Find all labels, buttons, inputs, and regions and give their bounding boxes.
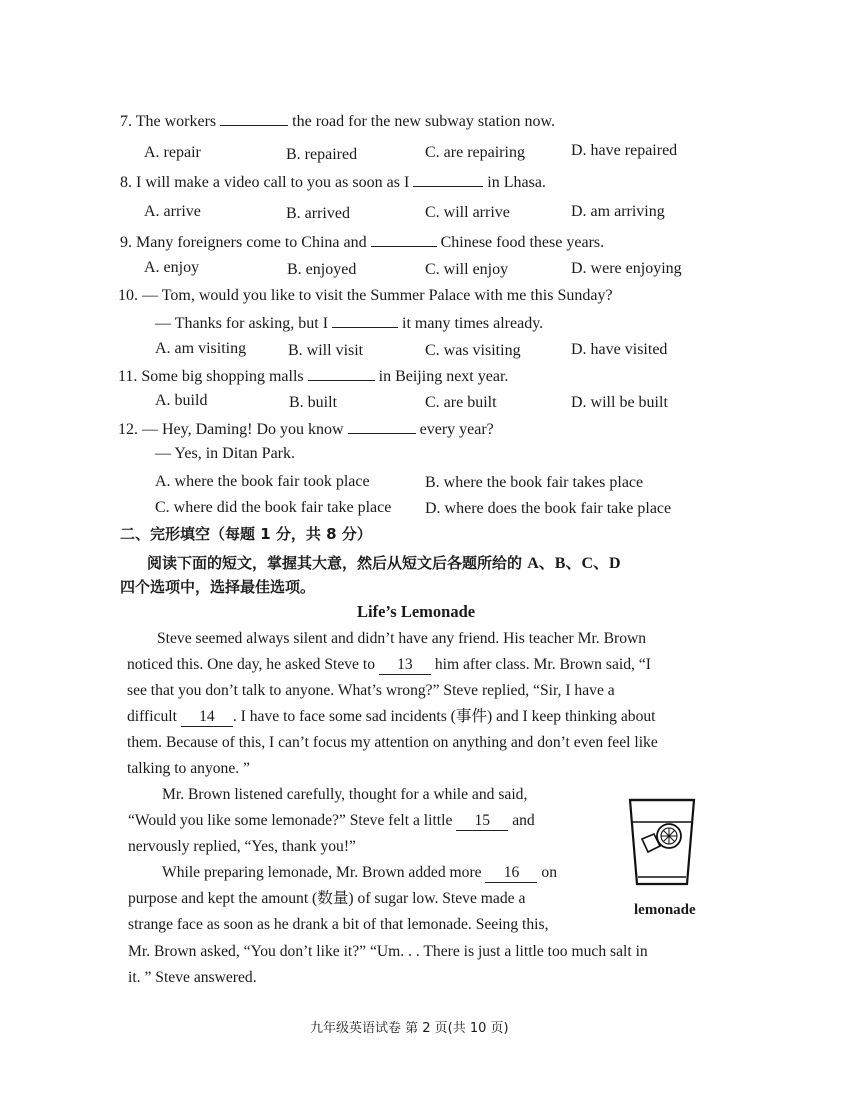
- question-number: 7.: [120, 113, 132, 130]
- lemonade-glass-illustration: [624, 794, 700, 890]
- passage-line: it. ” Steve answered.: [128, 969, 257, 986]
- image-caption: lemonade: [634, 902, 696, 918]
- option-a: A. repair: [144, 144, 201, 161]
- passage-title: Life’s Lemonade: [357, 602, 476, 621]
- option-c: C. will arrive: [425, 204, 510, 221]
- passage-text: While preparing lemonade, Mr. Brown added more: [162, 864, 482, 881]
- lemon-slice-icon: [657, 824, 681, 848]
- question-text: in Beijing next year.: [378, 368, 509, 385]
- section-heading: 二、完形填空（每题 1 分，共 8 分）: [120, 525, 372, 543]
- passage-text: and: [512, 812, 535, 829]
- option-d: D. have repaired: [571, 142, 678, 159]
- question-number: 10.: [118, 287, 138, 304]
- option-c: C. where did the book fair take place: [155, 499, 392, 516]
- option-d: D. will be built: [571, 394, 668, 411]
- passage-line: talking to anyone. ”: [127, 760, 250, 777]
- answer-blank: [308, 366, 375, 381]
- question-number: 9.: [120, 234, 132, 251]
- question-number: 11.: [118, 368, 138, 385]
- option-c: C. was visiting: [425, 342, 521, 359]
- option-b: B. where the book fair takes place: [425, 474, 644, 491]
- option-b: B. will visit: [288, 342, 364, 359]
- passage-line: Mr. Brown asked, “You don’t like it?” “Um. . . There is just a little too much salt in: [128, 943, 648, 960]
- passage-text: him after class. Mr. Brown said, “I: [434, 656, 651, 673]
- page-footer: 九年级英语试卷 第 2 页(共 10 页): [310, 1021, 509, 1036]
- answer-blank: [220, 111, 288, 126]
- instructions-text: 阅读下面的短文，掌握其大意，然后从短文后各题所给的: [147, 554, 523, 572]
- question-11: [118, 366, 508, 387]
- option-a: A. am visiting: [155, 340, 247, 357]
- answer-blank: [371, 232, 437, 247]
- question-text: — Hey, Daming! Do you know: [142, 421, 344, 438]
- option-b: B. built: [289, 394, 338, 411]
- question-text: Chinese food these years.: [440, 234, 605, 251]
- passage-text: difficult: [127, 708, 177, 725]
- answer-blank: [332, 313, 398, 328]
- option-d: D. am arriving: [571, 203, 665, 220]
- answer-blank: [348, 419, 416, 434]
- option-c: C. are repairing: [425, 144, 525, 161]
- option-a: A. build: [155, 392, 208, 409]
- option-d: D. where does the book fair take place: [425, 500, 672, 517]
- option-a: A. enjoy: [144, 259, 200, 276]
- section-instructions: [147, 550, 621, 573]
- option-letters: A、B、C、D: [527, 555, 621, 572]
- passage-line: strange face as soon as he drank a bit of that lemonade. Seeing this,: [128, 916, 549, 933]
- cloze-blank-15: 15: [456, 812, 508, 831]
- passage-line: [127, 707, 656, 727]
- question-10: [118, 286, 613, 306]
- question-text: the road for the new subway station now.: [292, 113, 556, 130]
- passage-text: on: [541, 864, 557, 881]
- passage-text: noticed this. One day, he asked Steve to: [127, 656, 375, 673]
- passage-text: . I have to face some sad incidents (事件) and I keep thinking about: [232, 708, 656, 725]
- option-b: B. enjoyed: [287, 261, 357, 278]
- question-text: every year?: [419, 421, 494, 438]
- question-number: 8.: [120, 174, 132, 191]
- question-text: in Lhasa.: [487, 174, 546, 191]
- question-text: Many foreigners come to China and: [136, 234, 367, 251]
- option-c: C. will enjoy: [425, 261, 509, 278]
- passage-line: nervously replied, “Yes, thank you!”: [128, 838, 356, 855]
- question-12-response: — Yes, in Ditan Park.: [155, 445, 296, 462]
- question-12: [118, 419, 494, 440]
- option-b: B. arrived: [286, 205, 350, 222]
- cloze-blank-13: 13: [379, 656, 431, 675]
- passage-line: [127, 655, 651, 675]
- passage-line: [128, 811, 535, 831]
- option-a: A. arrive: [144, 203, 201, 220]
- option-c: C. are built: [425, 394, 497, 411]
- passage-line: Mr. Brown listened carefully, thought for a while and said,: [162, 786, 528, 803]
- passage-line: purpose and kept the amount (数量) of sugar low. Steve made a: [128, 890, 526, 907]
- question-7: [120, 111, 555, 132]
- question-text: it many times already.: [402, 315, 544, 332]
- option-d: D. were enjoying: [571, 260, 682, 277]
- question-8: [120, 172, 546, 193]
- question-text: The workers: [135, 113, 217, 130]
- cloze-blank-16: 16: [485, 864, 537, 883]
- passage-line: Steve seemed always silent and didn’t have any friend. His teacher Mr. Brown: [157, 630, 647, 647]
- section-instructions-2: 四个选项中，选择最佳选项。: [120, 578, 316, 596]
- answer-blank: [413, 172, 483, 187]
- question-text: — Thanks for asking, but I: [155, 315, 329, 332]
- question-text: Some big shopping malls: [141, 368, 304, 385]
- passage-text: “Would you like some lemonade?” Steve felt a little: [128, 812, 453, 829]
- cloze-blank-14: 14: [181, 708, 233, 727]
- option-d: D. have visited: [571, 341, 668, 358]
- question-10-response: [155, 313, 543, 334]
- passage-line: them. Because of this, I can’t focus my attention on anything and don’t even feel like: [127, 734, 658, 751]
- passage-line: [162, 863, 557, 883]
- question-number: 12.: [118, 421, 138, 438]
- option-b: B. repaired: [286, 146, 358, 163]
- question-text: I will make a video call to you as soon as I: [136, 174, 410, 191]
- question-text: — Tom, would you like to visit the Summer Palace with me this Sunday?: [142, 287, 613, 304]
- passage-line: see that you don’t talk to anyone. What’s wrong?” Steve replied, “Sir, I have a: [127, 682, 615, 699]
- question-9: [120, 232, 604, 253]
- option-a: A. where the book fair took place: [155, 473, 370, 490]
